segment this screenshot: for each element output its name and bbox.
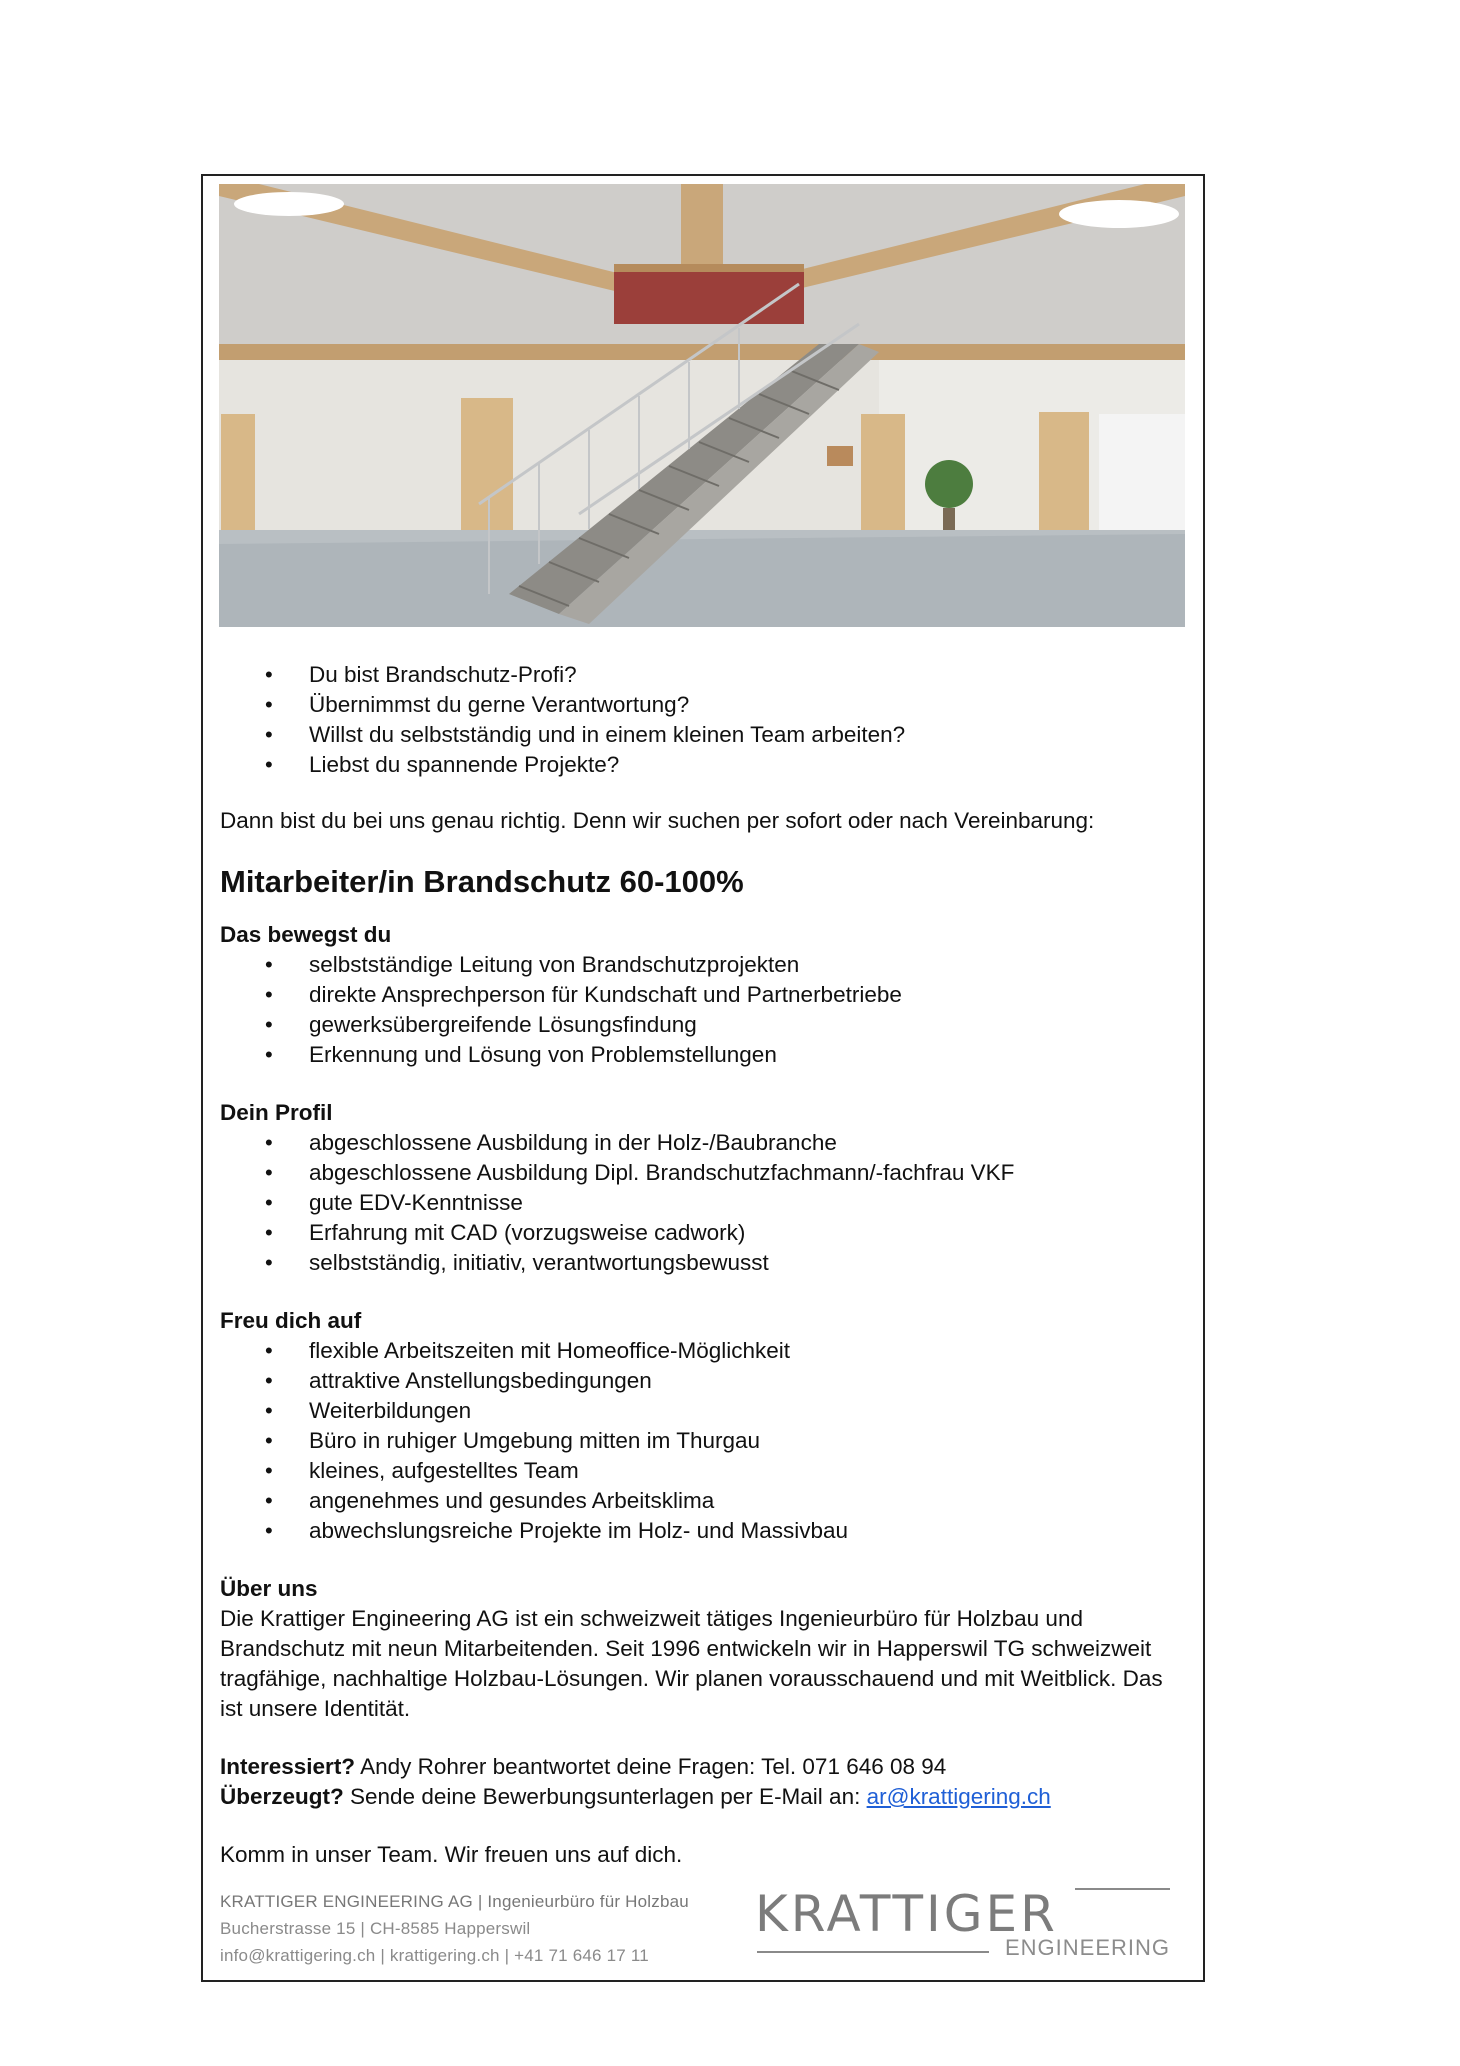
list-item: • gute EDV-Kenntnisse	[220, 1188, 1190, 1218]
list-item: • angenehmes und gesundes Arbeitsklima	[220, 1486, 1190, 1516]
list-item: • abgeschlossene Ausbildung Dipl. Brandschutzfachmann/-fachfrau VKF	[220, 1158, 1190, 1188]
logo-subline: ENGINEERING	[1004, 1935, 1170, 1960]
staircase-hall-photo	[219, 184, 1185, 627]
footer-address	[220, 1888, 689, 1969]
footer-line-address: Bucherstrasse 15 | CH-8585 Happerswil	[220, 1919, 531, 1938]
job-ad-content	[220, 660, 1190, 1870]
interested-text: Andy Rohrer beantwortet deine Fragen: Tel. 071 646 08 94	[355, 1754, 947, 1779]
list-item: • Erfahrung mit CAD (vorzugsweise cadwork)	[220, 1218, 1190, 1248]
profile-heading: Dein Profil	[220, 1100, 333, 1125]
interested-lead: Interessiert?	[220, 1754, 356, 1779]
benefits-heading: Freu dich auf	[220, 1308, 362, 1333]
list-item: • Weiterbildungen	[220, 1396, 1190, 1426]
email-link[interactable]: ar@krattigering.ch	[866, 1784, 1051, 1809]
list-item: • kleines, aufgestelltes Team	[220, 1456, 1190, 1486]
contact-interested	[220, 1752, 1190, 1782]
closing-sentence: Komm in unser Team. Wir freuen uns auf dich.	[220, 1842, 683, 1867]
krattiger-logo	[755, 1884, 1175, 1966]
logo-wordmark: KRATTIGER	[755, 1885, 1058, 1943]
tasks-list	[220, 950, 1190, 1070]
profile-list	[220, 1128, 1190, 1278]
about-text: Die Krattiger Engineering AG ist ein schweizweit tätiges Ingenieurbüro für Holzbau und Brandschutz mit neun Mitarbeitenden. Seit 1996 entwickeln wir in Happerswil TG schweizweit tragfähige, nachhaltige Holzbau-Lösungen. Wir planen vorausschauend und mit Weitblick. Das ist unsere Identität.	[220, 1606, 1163, 1721]
convinced-lead: Überzeugt?	[220, 1784, 344, 1809]
about-heading: Über uns	[220, 1576, 318, 1601]
list-item: • Büro in ruhiger Umgebung mitten im Thurgau	[220, 1426, 1190, 1456]
tasks-heading: Das bewegst du	[220, 922, 392, 947]
contact-convinced	[220, 1782, 1190, 1812]
footer-line-contact: info@krattigering.ch | krattigering.ch | +41 71 646 17 11	[220, 1946, 649, 1965]
list-item: • selbstständige Leitung von Brandschutzprojekten	[220, 950, 1190, 980]
intro-sentence: Dann bist du bei uns genau richtig. Denn wir suchen per sofort oder nach Vereinbarung:	[220, 808, 1095, 833]
list-item: • Erkennung und Lösung von Problemstellungen	[220, 1040, 1190, 1070]
footer-line-company: KRATTIGER ENGINEERING AG | Ingenieurbüro für Holzbau	[220, 1892, 689, 1911]
footer	[220, 1885, 1180, 1968]
list-item: • abwechslungsreiche Projekte im Holz- und Massivbau	[220, 1516, 1190, 1546]
list-item: • attraktive Anstellungsbedingungen	[220, 1366, 1190, 1396]
job-title: Mitarbeiter/in Brandschutz 60-100%	[220, 864, 744, 899]
logo-rule-bottom	[757, 1951, 989, 1953]
convinced-text: Sende deine Bewerbungsunterlagen per E-Mail an:	[343, 1784, 867, 1809]
logo-rule-top	[1075, 1888, 1170, 1890]
list-item: • direkte Ansprechperson für Kundschaft und Partnerbetriebe	[220, 980, 1190, 1010]
list-item: • abgeschlossene Ausbildung in der Holz-/Baubranche	[220, 1128, 1190, 1158]
list-item: • Übernimmst du gerne Verantwortung?	[220, 690, 1190, 720]
benefits-list	[220, 1336, 1190, 1546]
list-item: • flexible Arbeitszeiten mit Homeoffice-Möglichkeit	[220, 1336, 1190, 1366]
list-item: • selbstständig, initiativ, verantwortungsbewusst	[220, 1248, 1190, 1278]
intro-question-list	[220, 660, 1190, 780]
list-item: • gewerksübergreifende Lösungsfindung	[220, 1010, 1190, 1040]
list-item: • Du bist Brandschutz-Profi?	[220, 660, 1190, 690]
list-item: • Liebst du spannende Projekte?	[220, 750, 1190, 780]
list-item: • Willst du selbstständig und in einem kleinen Team arbeiten?	[220, 720, 1190, 750]
